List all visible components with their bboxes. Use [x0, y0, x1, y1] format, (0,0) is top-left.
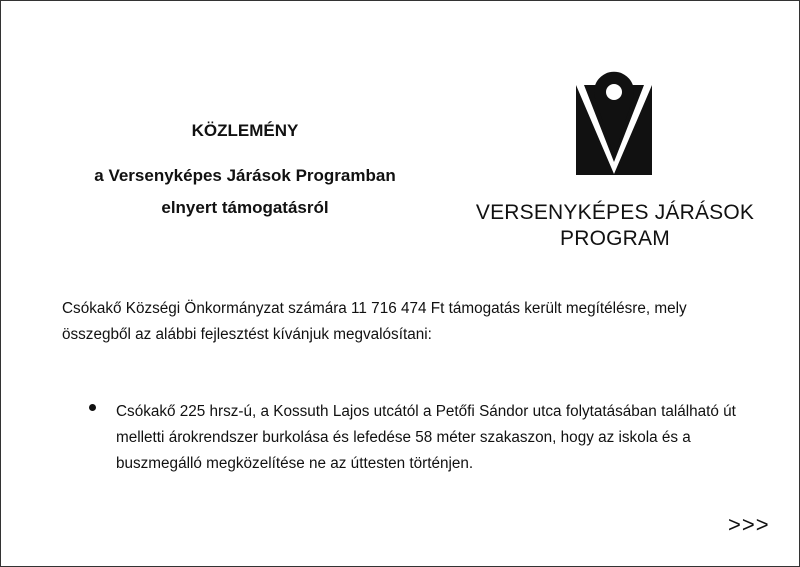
map-pin-v-logo-icon	[574, 70, 654, 175]
announcement-title: KÖZLEMÉNY	[191, 121, 299, 140]
bullet-icon	[89, 404, 96, 411]
logo-text-line2: PROGRAM	[560, 227, 670, 250]
next-page-button[interactable]: >>>	[728, 512, 770, 537]
logo-text-line1: VERSENYKÉPES JÁRÁSOK	[475, 201, 755, 224]
announcement-subtitle-line1: a Versenyképes Járások Programban	[94, 166, 396, 185]
intro-paragraph: Csókakő Községi Önkormányzat számára 11 716 474 Ft támogatás került megítélésre, mely összegből az alábbi fejlesztést kívánjuk megvalósítani:	[62, 300, 687, 343]
announcement-subtitle-line2: elnyert támogatásról	[161, 198, 329, 217]
list-item: Csókakő 225 hrsz-ú, a Kossuth Lajos utcától a Petőfi Sándor utca folytatásában található út melletti árokrendszer burkolása és lefedése 58 méter szakaszon, hogy az iskola és a buszmegálló megközelítése ne az úttesten történjen.	[116, 403, 736, 472]
logo-text	[470, 200, 760, 252]
